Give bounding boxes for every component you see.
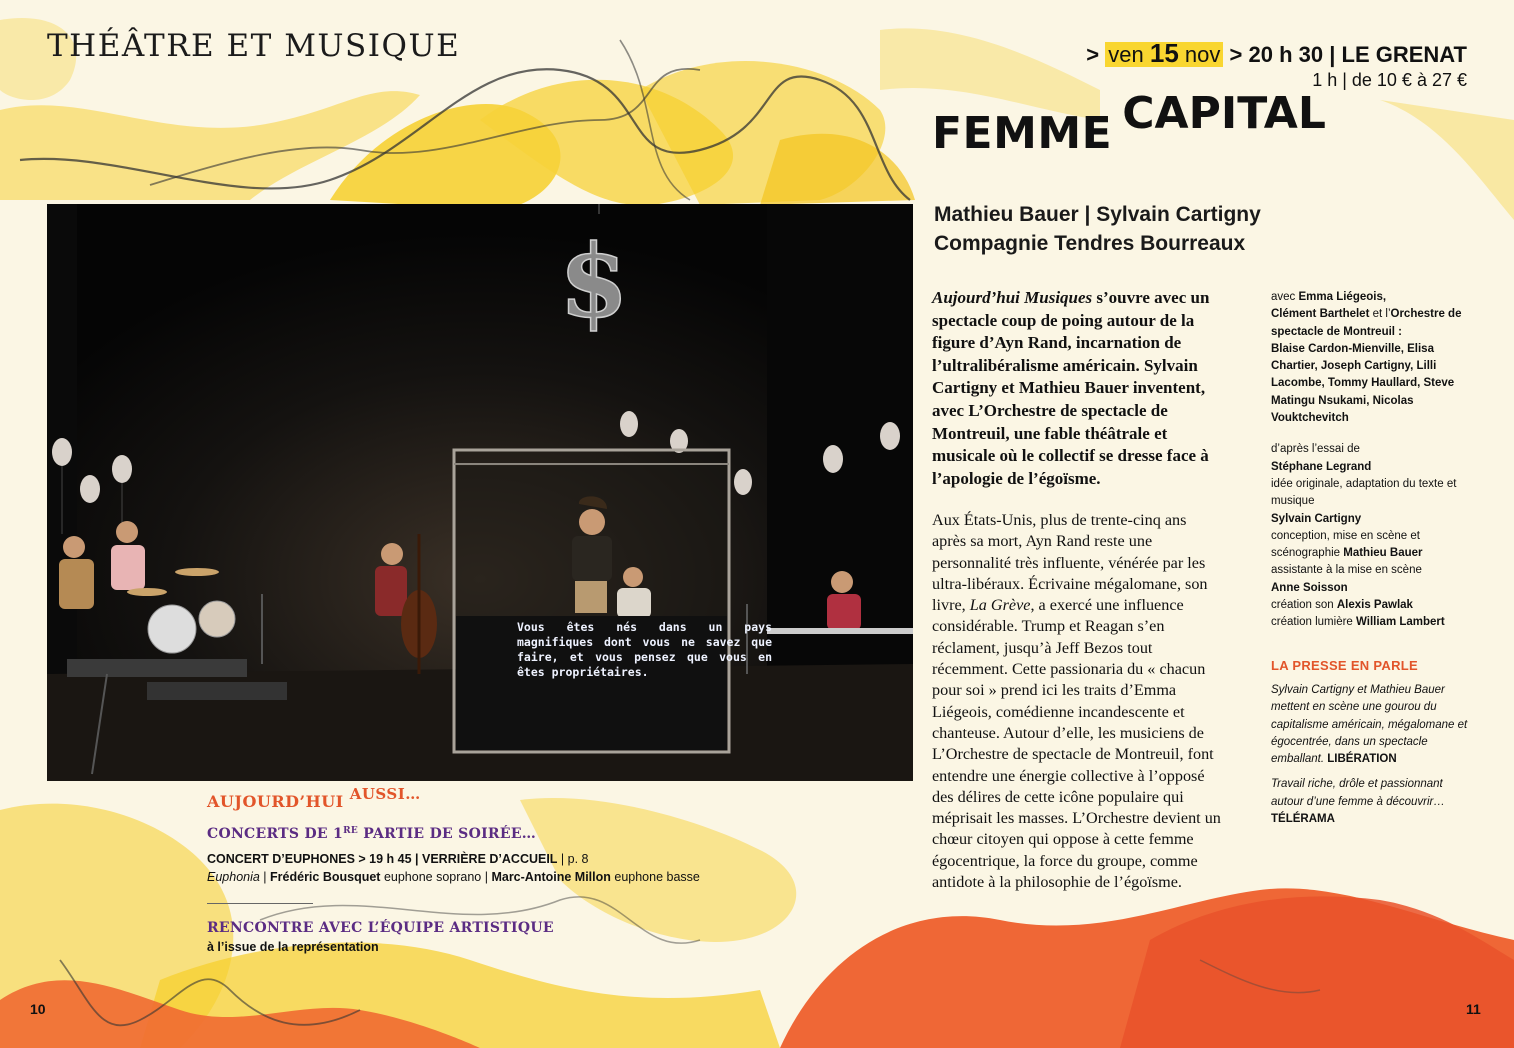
- duration-price: 1 h | de 10 € à 27 €: [1312, 70, 1467, 90]
- stage-photo-illustration: [47, 204, 913, 781]
- concert-work: Euphonia: [207, 870, 260, 884]
- date-line: [1086, 38, 1467, 70]
- concert-detail: [207, 870, 700, 884]
- quote-source: LIBÉRATION: [1327, 753, 1397, 766]
- separator: |: [259, 870, 271, 884]
- day-number: 15: [1149, 38, 1179, 68]
- credits: [1271, 289, 1471, 646]
- date-highlight: [1105, 38, 1223, 68]
- credit-name: Sylvain Cartigny: [1271, 512, 1362, 525]
- creative-credits: [1271, 441, 1471, 631]
- credit-name: William Lambert: [1356, 616, 1445, 629]
- section-title: THÉÂTRE ET MUSIQUE: [47, 28, 461, 64]
- also-today-title: [207, 785, 421, 811]
- cast-join: et l’: [1369, 308, 1391, 321]
- chevron: >: [1229, 42, 1243, 67]
- concerts-title-a: CONCERTS DE 1: [207, 826, 344, 842]
- also-title-part2: AUSSI…: [349, 785, 421, 803]
- body-paragraph: [932, 510, 1222, 893]
- quote-text: Sylvain Cartigny et Mathieu Bauer mettent en scène une gourou du capitalisme américain, mégalomane et égocentrée, dans un spectacle emballant.: [1271, 684, 1468, 766]
- press-quotes: [1271, 682, 1471, 836]
- artists-line1: Mathieu Bauer | Sylvain Cartigny: [934, 203, 1261, 226]
- body-part2: , a exercé une influence considérable. Trump et Reagan s’en réclament, jusqu’à Jeff Bezos tout récemment. Cette passionaria du « chacun pour soi » prend ici les traits d’Emma Liégeois, comédienne incandescente et chanteuse. Autour d’elle, les musiciens de L’Orchestre de spectacle de Montreuil, font entendre une énergie collective à l’opposé des délires de cette icône populaire qui méprisait les masses. L’Orchestre devient un chœur citoyen qui oppose à cette femme égocentrique, la force du groupe, comme antidote à la philosophie de l’égoïsme.: [932, 596, 1221, 892]
- concerts-title: [207, 826, 536, 842]
- credit-name: Alexis Pawlak: [1336, 599, 1413, 612]
- concert-info: CONCERT D’EUPHONES > 19 h 45 | VERRIÈRE D’ACCUEIL: [207, 852, 558, 866]
- concert-line: [207, 852, 589, 866]
- concert-page: | p. 8: [557, 852, 589, 866]
- page-number-right: 11: [1466, 1001, 1481, 1017]
- show-title-part2: CAPITAL: [1122, 88, 1326, 139]
- glass-box: [454, 450, 729, 752]
- also-title-part1: AUJOURD’HUI: [207, 792, 344, 811]
- artists: [934, 200, 1261, 258]
- svg-text:$: $: [559, 222, 629, 340]
- credit-label: conception, mise en scène et scénographie: [1271, 529, 1420, 560]
- press-title: LA PRESSE EN PARLE: [1271, 658, 1418, 673]
- credit-name: Anne Soisson: [1271, 581, 1348, 594]
- month-name: nov: [1184, 42, 1221, 67]
- intro-lead: Aujourd’hui Musiques: [932, 288, 1093, 307]
- meet-subtitle: à l’issue de la représentation: [207, 940, 379, 954]
- intro-text: s’ouvre avec un spectacle coup de poing autour de la figure d’Ayn Rand, incarnation de l’ultralibéralisme américain. Sylvain Cartigny et Mathieu Bauer inventent, avec L’Orchestre de spectacle de Montreuil, une fable théâtrale et musicale où le collectif se dresse face à l’apologie de l’égoïsme.: [932, 288, 1210, 488]
- performer-name: Frédéric Bousquet: [270, 870, 381, 884]
- cast-prefix: avec: [1271, 291, 1299, 303]
- quote-text: Travail riche, drôle et passionnant autour d’une femme à découvrir…: [1271, 778, 1445, 808]
- intro-paragraph: [932, 287, 1214, 490]
- credit-name: Mathieu Bauer: [1343, 547, 1423, 560]
- venue-name: LE GRENAT: [1341, 42, 1467, 67]
- orchestra-name: Orchestre de spectacle de Montreuil :: [1271, 308, 1462, 338]
- press-quote: [1271, 776, 1471, 828]
- ordinal: RE: [343, 826, 359, 836]
- credit-label: création lumière: [1271, 616, 1357, 629]
- credit-label: création son: [1271, 599, 1337, 612]
- projected-text: Vous êtes nés dans un pays magnifiques dont vous ne savez que faire, et vous pensez que vous en êtes propriétaires.: [517, 620, 772, 679]
- day-name: ven: [1108, 42, 1144, 67]
- cast-name: Clément Barthelet: [1271, 308, 1370, 321]
- page-number-left: 10: [30, 1001, 46, 1017]
- instrument: euphone soprano |: [380, 870, 492, 884]
- musician-names: Blaise Cardon-Mienville, Elisa Chartier, Joseph Cartigny, Lilli Lacombe, Tommy Haullard, Steve Matingu Nsukami, Nicolas Vouktchevitch: [1271, 342, 1455, 425]
- credit-name: Stéphane Legrand: [1271, 460, 1372, 473]
- book-title: La Grève: [969, 596, 1031, 615]
- meet-title: RENCONTRE AVEC L’ÉQUIPE ARTISTIQUE: [207, 920, 554, 936]
- press-quote: [1271, 682, 1471, 768]
- body-part1: Aux États-Unis, plus de trente-cinq ans après sa mort, Ayn Rand reste une personnalité très influente, vénérée par les ultra-libéraux. Écrivaine mégalomane, son livre,: [932, 511, 1208, 615]
- chevron: >: [1086, 42, 1100, 67]
- show-title-part1: FEMME: [932, 108, 1113, 159]
- cast-credits: [1271, 289, 1471, 427]
- show-title: [932, 88, 1326, 159]
- separator: |: [1329, 42, 1336, 67]
- artists-line2: Compagnie Tendres Bourreaux: [934, 232, 1246, 255]
- credit-label: idée originale, adaptation du texte et musique: [1271, 477, 1457, 508]
- credit-label: d’après l’essai de: [1271, 443, 1360, 456]
- instrument: euphone basse: [610, 870, 700, 884]
- credit-label: assistante à la mise en scène: [1271, 564, 1422, 577]
- stage-photo: [47, 204, 913, 781]
- show-time: 20 h 30: [1248, 42, 1324, 67]
- cast-name: Emma Liégeois,: [1298, 291, 1387, 303]
- quote-source: TÉLÉRAMA: [1271, 813, 1335, 826]
- performer-name: Marc-Antoine Millon: [491, 870, 611, 884]
- divider: [207, 903, 313, 904]
- dollar-sign-prop: [559, 204, 629, 340]
- concerts-title-b: PARTIE DE SOIRÉE…: [358, 826, 537, 842]
